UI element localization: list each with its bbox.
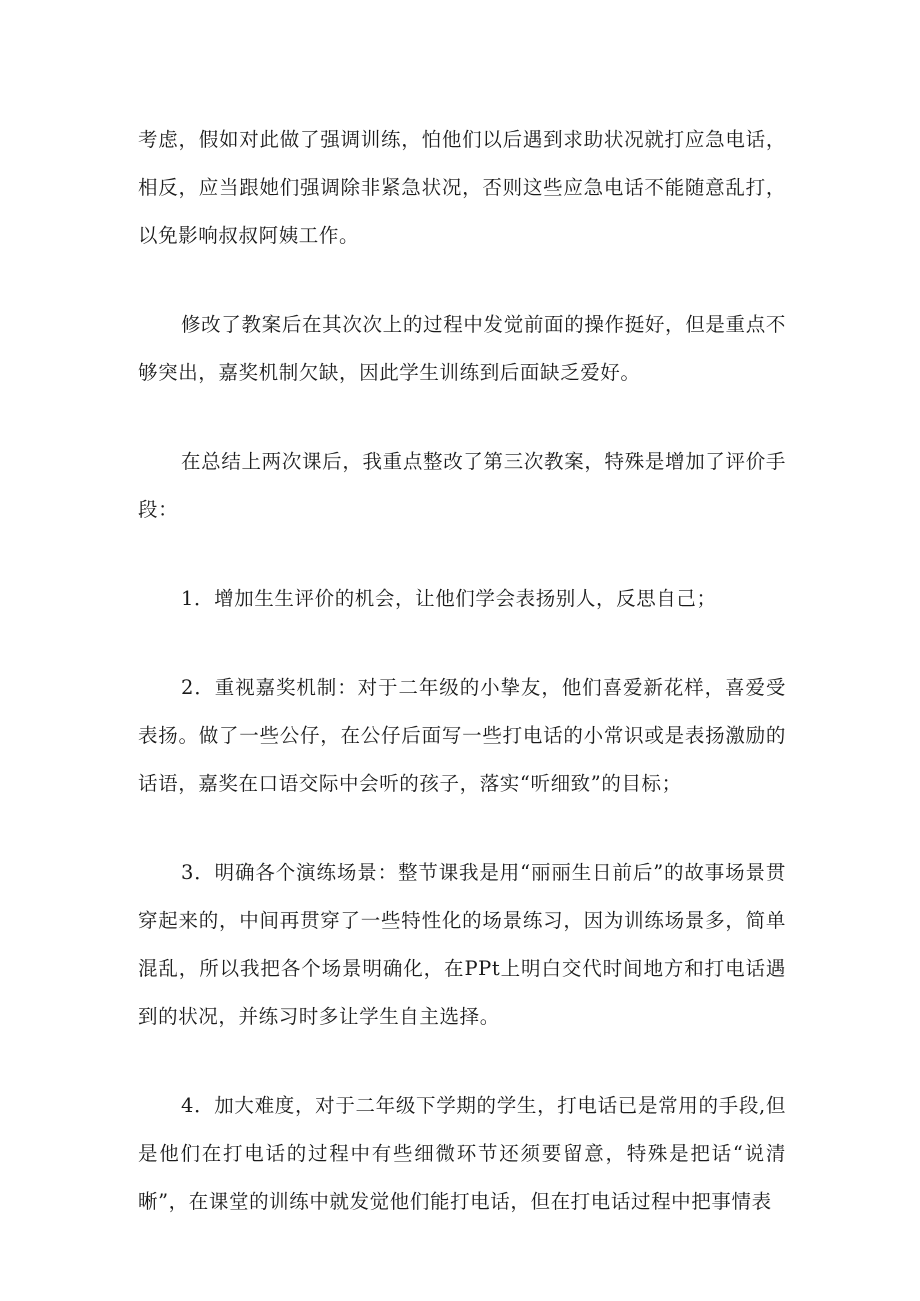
list-item-3: 3．明确各个演练场景：整节课我是用“丽丽生日前后”的故事场景贯穿起来的，中间再贯穿了一些特性化的场景练习，因为训练场景多，简单混乱，所以我把各个场景明确化，在PPt上明白交代时间地方和打电话遇到的状况，并练习时多让学生自主选择。 [138, 861, 786, 1028]
list-item-1: 1．增加生生评价的机会，让他们学会表扬别人，反思自己； [181, 587, 717, 610]
list-item-2: 2．重视嘉奖机制：对于二年级的小挚友，他们喜爱新花样，喜爱受表扬。做了一些公仔，在公仔后面写一些打电话的小常识或是表扬激励的话语，嘉奖在口语交际中会听的孩子，落实“听细致”的目标； [138, 676, 786, 795]
document-body [138, 116, 786, 1267]
paragraph-second-lesson: 修改了教案后在其次次上的过程中发觉前面的操作挺好，但是重点不够突出，嘉奖机制欠缺，因此学生训练到后面缺乏爱好。 [138, 313, 786, 384]
paragraph-third-lesson: 在总结上两次课后，我重点整改了第三次教案，特殊是增加了评价手段： [138, 450, 786, 521]
list-item-4: 4．加大难度，对于二年级下学期的学生，打电话已是常用的手段,但是他们在打电话的过程中有些细微环节还须要留意，特殊是把话“说清晰”，在课堂的训练中就发觉他们能打电话，但在打电话过程中把事情表 [138, 1094, 786, 1213]
paragraph-continuation: 考虑，假如对此做了强调训练，怕他们以后遇到求助状况就打应急电话，相反，应当跟她们强调除非紧急状况，否则这些应急电话不能随意乱打，以免影响叔叔阿姨工作。 [138, 128, 786, 247]
